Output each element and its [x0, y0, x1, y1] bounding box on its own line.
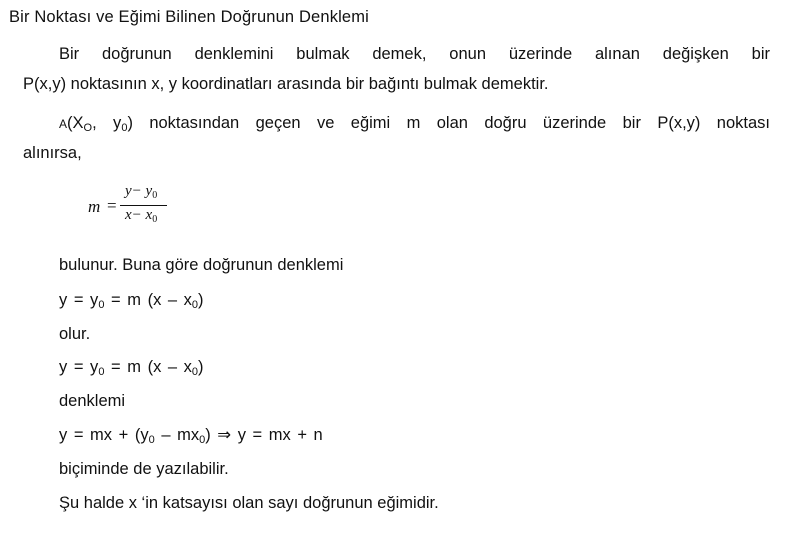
text-bicim: biçiminde de yazılabilir. — [59, 460, 229, 478]
eq1-part-a: y = y — [59, 291, 99, 309]
eq2-sub: 0 — [98, 366, 105, 378]
text-olur: olur. — [59, 325, 91, 343]
text-denklemi: denklemi — [59, 392, 126, 410]
eq1-sub: 0 — [98, 299, 105, 311]
point-sub-0: 0 — [121, 122, 128, 134]
denominator-sub: 0 — [152, 214, 158, 225]
eq2-part-c: ) — [198, 358, 204, 376]
eq3-sub: 0 — [148, 434, 155, 446]
eq3-part-b: – mx — [154, 426, 200, 444]
point-label-a: A — [59, 117, 68, 131]
equation-2 — [59, 357, 204, 377]
numerator-sub: 0 — [152, 190, 158, 201]
eq2-sub2: 0 — [191, 366, 199, 378]
formula-denominator — [125, 207, 157, 224]
formula-numerator — [125, 183, 157, 200]
denominator-text: x− x — [125, 207, 153, 223]
text-sonuc: Şu halde x ‘in katsayısı olan sayı doğrunun eğimidir. — [59, 494, 439, 512]
eq2-part-a: y = y — [59, 358, 99, 376]
point-comma: , y — [92, 114, 122, 132]
paragraph-2-line-2: alınırsa, — [23, 144, 82, 162]
fraction-bar — [120, 205, 167, 206]
formula-equals: = — [107, 196, 117, 215]
paragraph-2-line-1 — [59, 113, 770, 134]
eq1-part-c: ) — [198, 291, 204, 309]
point-open: (X — [67, 114, 84, 132]
equation-1 — [59, 290, 204, 310]
eq3-part-c: ) ⇒ y = mx + n — [205, 426, 323, 444]
formula-lhs: m — [88, 197, 101, 216]
eq3-part-a: y = mx + (y — [59, 426, 149, 444]
paragraph-1-line-2: P(x,y) noktasının x, y koordinatları arasında bir bağıntı bulmak demektir. — [23, 75, 549, 93]
slope-formula — [88, 183, 188, 233]
eq2-part-b: = m (x – x — [104, 358, 192, 376]
equation-3 — [59, 425, 323, 445]
section-title: Bir Noktası ve Eğimi Bilinen Doğrunun Denklemi — [9, 8, 369, 26]
eq1-part-b: = m (x – x — [104, 291, 192, 309]
numerator-text: y− y — [125, 183, 153, 199]
paragraph-2-rest: ) noktasından geçen ve eğimi m olan doğru üzerinde bir P(x,y) noktası — [127, 114, 771, 132]
eq1-sub2: 0 — [191, 299, 199, 311]
eq3-sub2: 0 — [199, 434, 206, 446]
paragraph-1-line-1: Bir doğrunun denklemini bulmak demek, onun üzerinde alınan değişken bir — [59, 45, 770, 63]
point-sub-o: O — [83, 122, 93, 134]
text-bulunur: bulunur. Buna göre doğrunun denklemi — [59, 256, 344, 274]
